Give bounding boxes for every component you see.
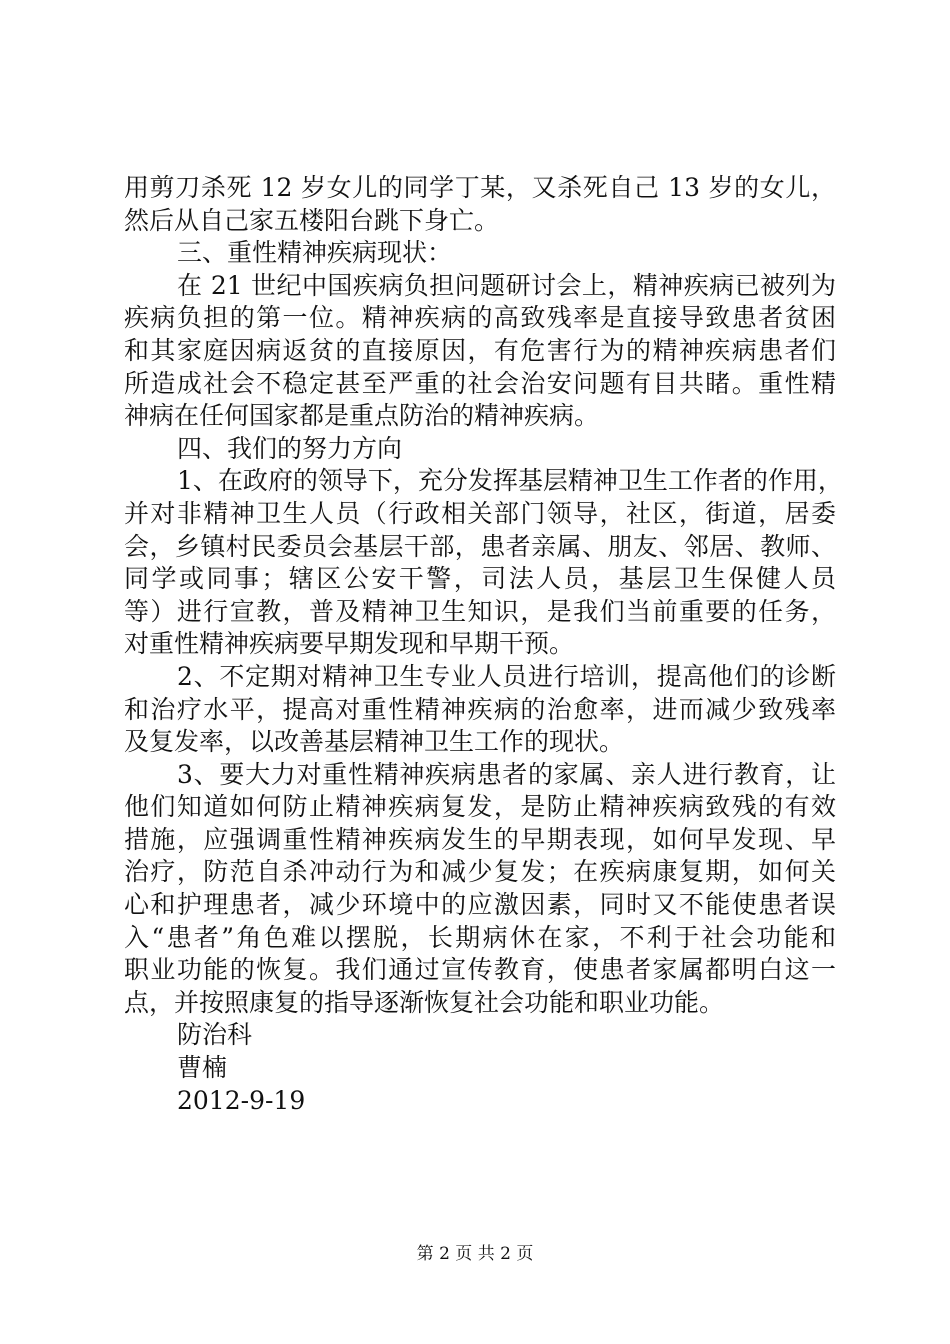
body-line: 对重性精神疾病要早期发现和早期干预。: [124, 629, 575, 659]
body-line: 所造成社会不稳定甚至严重的社会治安问题有目共睹。重性精: [124, 368, 836, 398]
body-line: 及复发率，以改善基层精神卫生工作的现状。: [124, 727, 625, 757]
body-line: 并对非精神卫生人员（行政相关部门领导，社区，街道，居委: [124, 498, 836, 528]
body-line: 1、在政府的领导下，充分发挥基层精神卫生工作者的作用，: [177, 466, 843, 496]
body-line: 同学或同事；辖区公安干警，司法人员，基层卫生保健人员: [124, 564, 836, 594]
body-line: 等）进行宣教，普及精神卫生知识，是我们当前重要的任务，: [124, 596, 836, 626]
body-line: 心和护理患者，减少环境中的应激因素，同时又不能使患者误: [124, 890, 836, 920]
body-line: 神病在任何国家都是重点防治的精神疾病。: [124, 401, 600, 431]
body-line: 2、不定期对精神卫生专业人员进行培训，提高他们的诊断: [177, 661, 836, 691]
body-line: 和其家庭因病返贫的直接原因，有危害行为的精神疾病患者们: [124, 335, 836, 365]
signature-name: 曹楠: [177, 1053, 228, 1083]
document-body: [124, 172, 843, 1117]
body-line: 措施，应强调重性精神疾病发生的早期表现，如何早发现、早: [124, 824, 836, 854]
body-line: 会，乡镇村民委员会基层干部，患者亲属、朋友、邻居、教师、: [124, 531, 836, 561]
body-line: 治疗，防范自杀冲动行为和减少复发；在疾病康复期，如何关: [124, 857, 836, 887]
body-line: 疾病负担的第一位。精神疾病的高致残率是直接导致患者贫困: [124, 303, 836, 333]
section-heading: 四、我们的努力方向: [177, 433, 403, 463]
body-line: 和治疗水平，提高对重性精神疾病的治愈率，进而减少致残率: [124, 694, 836, 724]
body-line: 他们知道如何防止精神疾病复发，是防止精神疾病致残的有效: [124, 792, 836, 822]
body-line: 入“患者”角色难以摆脱，长期病休在家，不利于社会功能和: [124, 922, 836, 952]
body-line: 然后从自己家五楼阳台跳下身亡。: [124, 205, 500, 235]
page-footer: 第 2 页 共 2 页: [416, 1244, 534, 1264]
body-line: 点，并按照康复的指导逐渐恢复社会功能和职业功能。: [124, 987, 725, 1017]
signature-department: 防治科: [177, 1020, 253, 1050]
body-line: 在 21 世纪中国疾病负担问题研讨会上，精神疾病已被列为: [177, 270, 836, 300]
body-line: 3、要大力对重性精神疾病患者的家属、亲人进行教育，让: [177, 759, 836, 789]
body-line: 职业功能的恢复。我们通过宣传教育，使患者家属都明白这一: [124, 955, 836, 985]
section-heading: 三、重性精神疾病现状：: [177, 238, 453, 268]
signature-date: 2012-9-19: [177, 1085, 306, 1115]
body-line: 用剪刀杀死 12 岁女儿的同学丁某，又杀死自己 13 岁的女儿，: [124, 173, 836, 202]
